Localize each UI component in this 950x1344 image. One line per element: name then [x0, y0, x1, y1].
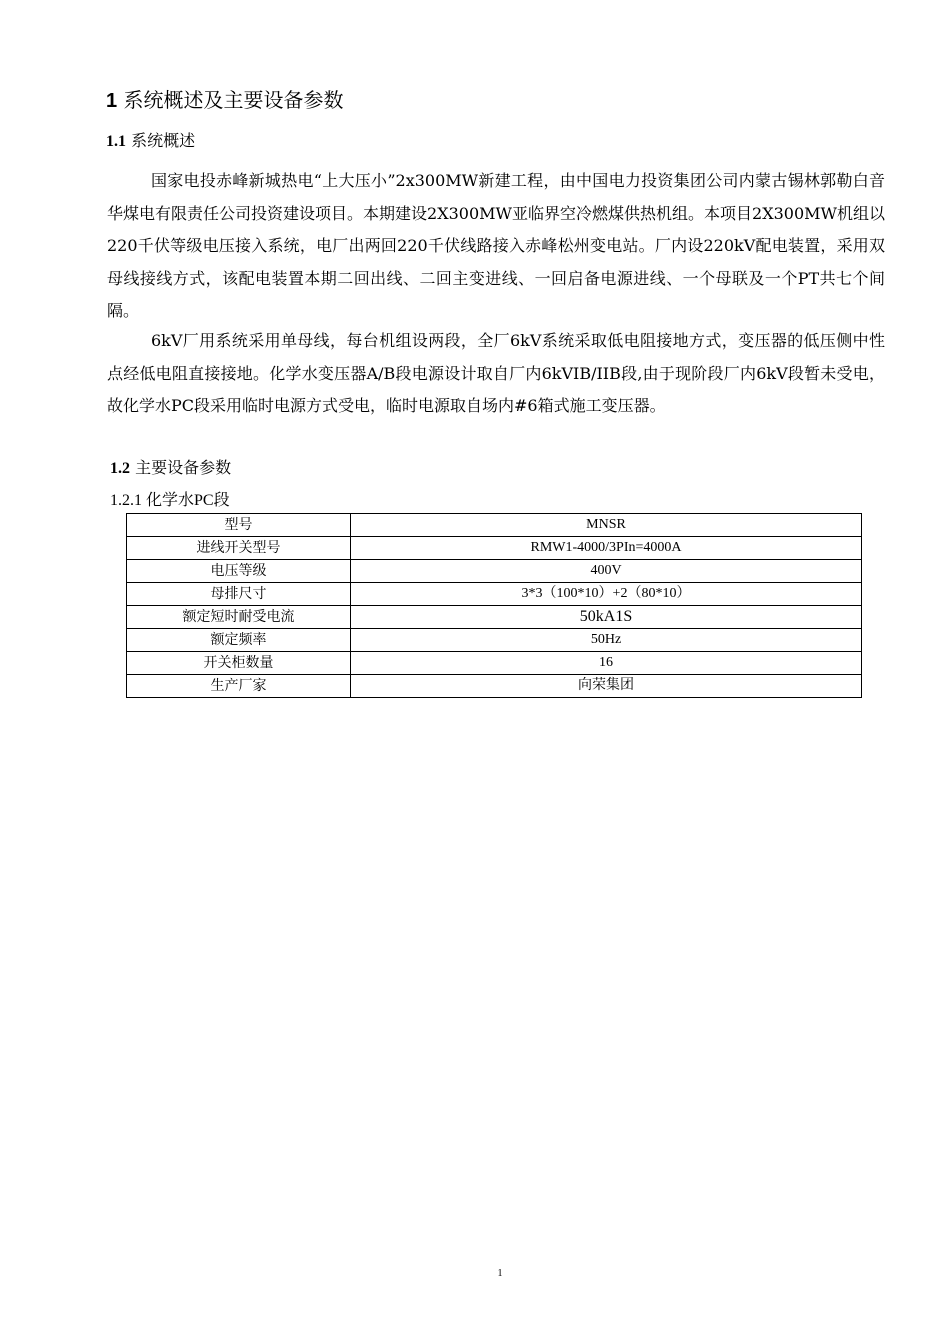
spec-label: 型号	[127, 514, 351, 537]
spec-value: 400V	[351, 560, 862, 583]
spec-label: 额定频率	[127, 629, 351, 652]
section-1-1-title: 系统概述	[131, 131, 196, 150]
spec-value: 50Hz	[351, 629, 862, 652]
spec-value: RMW1-4000/3PIn=4000A	[351, 537, 862, 560]
spec-label: 进线开关型号	[127, 537, 351, 560]
section-1-1-number: 1.1	[106, 133, 126, 150]
table-row	[127, 606, 862, 629]
spec-value: 3*3（100*10）+2（80*10）	[351, 583, 862, 606]
table-row	[127, 629, 862, 652]
table-row	[127, 560, 862, 583]
spec-label: 电压等级	[127, 560, 351, 583]
spec-value: MNSR	[351, 514, 862, 537]
section-1-1-heading	[106, 129, 195, 154]
spec-value: 50kA1S	[351, 606, 862, 629]
section-1-2-heading	[110, 456, 231, 481]
table-row	[127, 583, 862, 606]
section-1-2-1-heading: 1.2.1 化学水PC段	[110, 492, 230, 509]
table-row	[127, 537, 862, 560]
paragraph-6kv-system: 6kV厂用系统采用单母线，每台机组设两段，全厂6kV系统采取低电阻接地方式，变压器的低压侧中性点经低电阻直接接地。化学水变压器A/B段电源设计取自厂内6kVIB/IIB段,由于现阶段厂内6kV段暂未受电，故化学水PC段采用临时电源方式受电，临时电源取自场内#6箱式施工变压器。	[107, 331, 885, 415]
spec-value: 向荣集团	[351, 675, 862, 698]
table-row	[127, 652, 862, 675]
spec-label: 生产厂家	[127, 675, 351, 698]
spec-label: 额定短时耐受电流	[127, 606, 351, 629]
section-1-2-title: 主要设备参数	[135, 458, 232, 477]
paragraph-system-overview: 国家电投赤峰新城热电“上大压小”2x300MW新建工程，由中国电力投资集团公司内蒙古锡林郭勒白音华煤电有限责任公司投资建设项目。本期建设2X300MW亚临界空冷燃煤供热机组。本项目2X300MW机组以220千伏等级电压接入系统，电厂出两回220千伏线路接入赤峰松州变电站。厂内设220kV配电装置，采用双母线接线方式，该配电装置本期二回出线、二回主变进线、一回启备电源进线、一个母联及一个PT共七个间隔。	[107, 171, 885, 320]
table-row	[127, 675, 862, 698]
table-row	[127, 514, 862, 537]
spec-label: 开关柜数量	[127, 652, 351, 675]
section-1-number: 1	[106, 90, 118, 112]
spec-label: 母排尺寸	[127, 583, 351, 606]
section-1-title: 系统概述及主要设备参数	[123, 88, 344, 112]
page-number: 1	[497, 1268, 503, 1279]
section-1-2-number: 1.2	[110, 460, 130, 477]
section-1-heading	[106, 86, 343, 115]
spec-value: 16	[351, 652, 862, 675]
equipment-spec-table	[126, 513, 862, 698]
